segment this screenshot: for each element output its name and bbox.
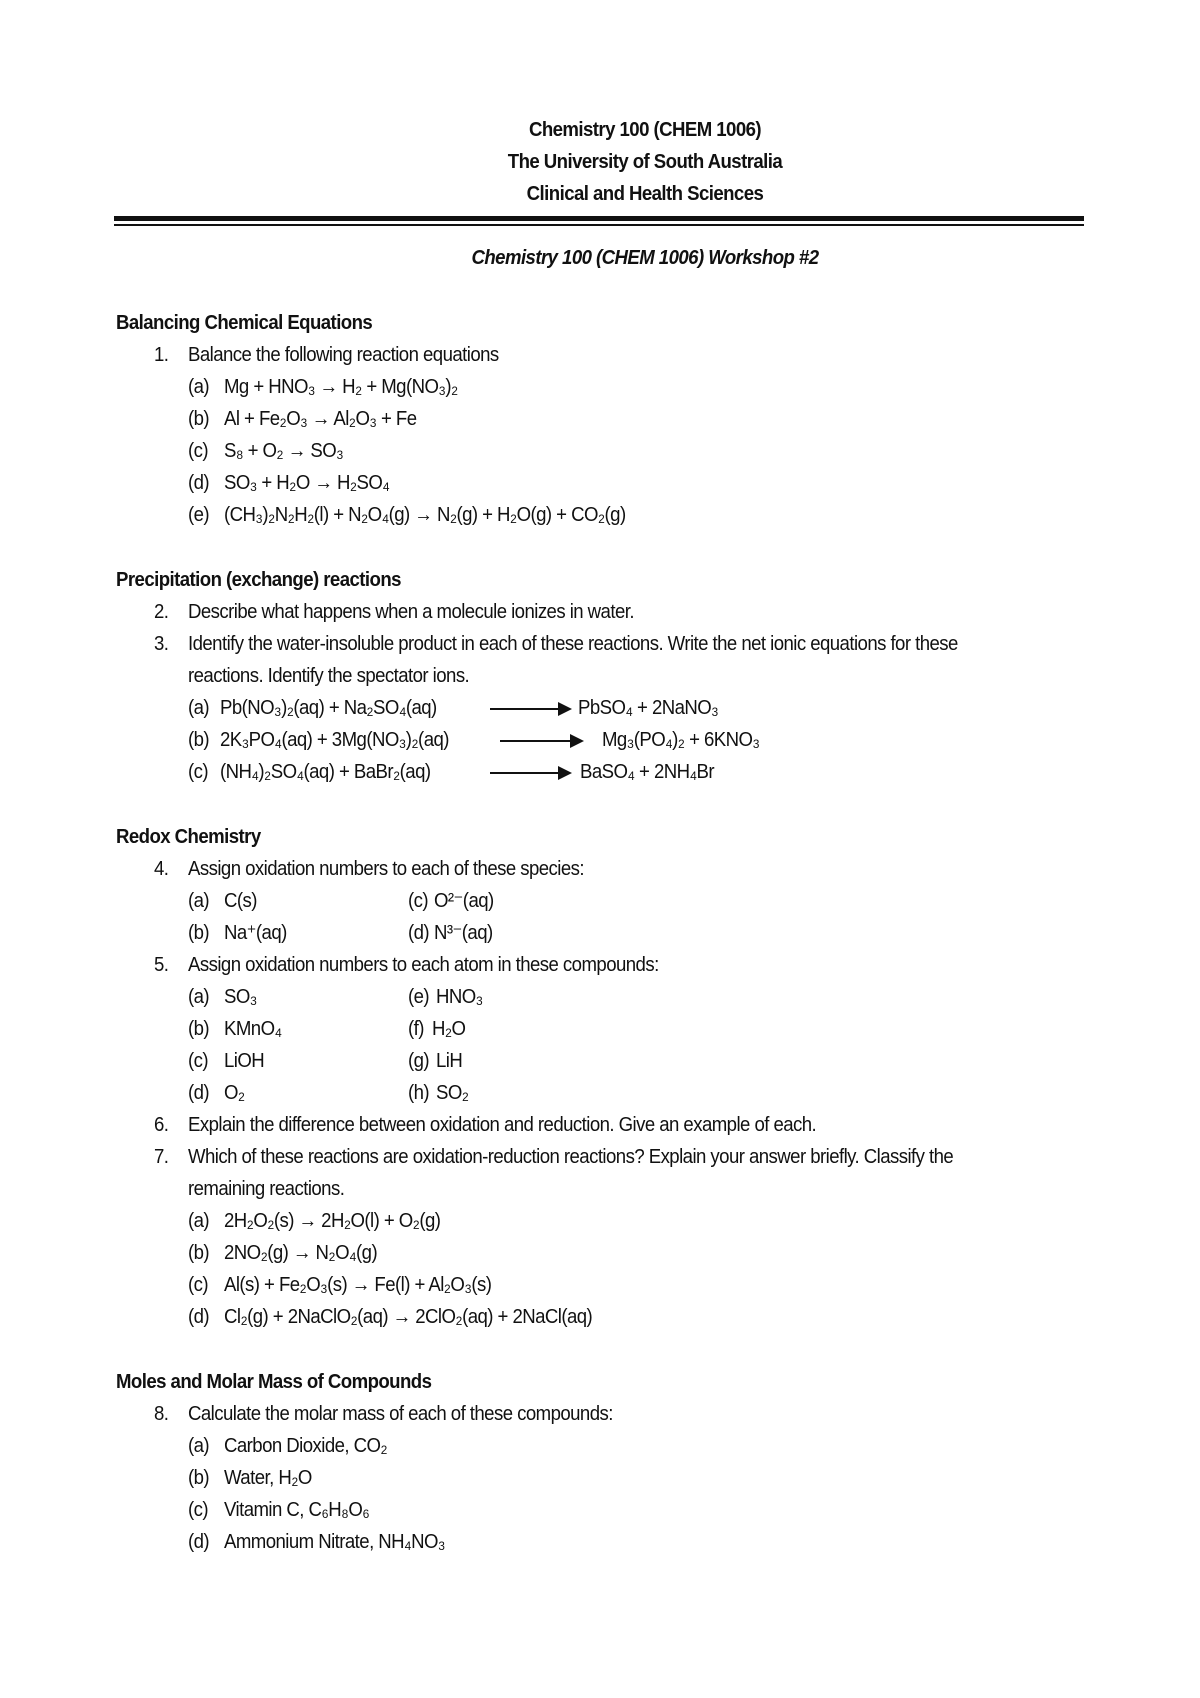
- q3-number: 3.: [154, 633, 169, 655]
- section-heading-redox: Redox Chemistry: [116, 826, 261, 848]
- q8d-compound: Ammonium Nitrate, NH₄NO₃: [224, 1531, 445, 1553]
- q7a-label: (a): [188, 1210, 210, 1232]
- q8a-compound: Carbon Dioxide, CO₂: [224, 1435, 388, 1457]
- q4-text: Assign oxidation numbers to each of these species:: [188, 858, 585, 880]
- q1-text: Balance the following reaction equations: [188, 344, 499, 366]
- q8-number: 8.: [154, 1403, 169, 1425]
- q5h-compound: SO₂: [436, 1082, 469, 1104]
- q3b-label: (b): [188, 729, 210, 751]
- q8a-label: (a): [188, 1435, 210, 1457]
- q6-number: 6.: [154, 1114, 169, 1136]
- q1-number: 1.: [154, 344, 169, 366]
- division-name: Clinical and Health Sciences: [526, 183, 764, 205]
- q5f-label: (f): [408, 1018, 424, 1040]
- q5e-label: (e): [408, 986, 430, 1008]
- q6-text: Explain the difference between oxidation and reduction. Give an example of each.: [188, 1114, 817, 1136]
- q1d-equation: SO₃ + H₂O → H₂SO₄: [224, 472, 390, 494]
- q8b-compound: Water, H₂O: [224, 1467, 312, 1489]
- section-heading-precipitation: Precipitation (exchange) reactions: [116, 569, 401, 591]
- q4a-species: C(s): [224, 890, 257, 912]
- q4-number: 4.: [154, 858, 169, 880]
- q7-text-line1: Which of these reactions are oxidation-reduction reactions? Explain your answer briefly. Classify the: [188, 1146, 954, 1168]
- q5g-compound: LiH: [436, 1050, 463, 1072]
- q5d-compound: O₂: [224, 1082, 245, 1104]
- q3c-products: BaSO₄ + 2NH₄Br: [580, 761, 715, 783]
- section-heading-moles: Moles and Molar Mass of Compounds: [116, 1371, 432, 1393]
- q1d-label: (d): [188, 472, 210, 494]
- q1b-label: (b): [188, 408, 210, 430]
- q5-text: Assign oxidation numbers to each atom in these compounds:: [188, 954, 659, 976]
- header-rule-thick: [114, 216, 1084, 221]
- q3b-reactants: 2K₃PO₄(aq) + 3Mg(NO₃)₂(aq): [220, 729, 449, 751]
- q4d-species: N³⁻(aq): [434, 922, 493, 944]
- q8d-label: (d): [188, 1531, 210, 1553]
- q7-text-line2: remaining reactions.: [188, 1178, 345, 1200]
- q8b-label: (b): [188, 1467, 210, 1489]
- q5-number: 5.: [154, 954, 169, 976]
- q2-number: 2.: [154, 601, 169, 623]
- q8-text: Calculate the molar mass of each of these compounds:: [188, 1403, 613, 1425]
- q5f-compound: H₂O: [432, 1018, 466, 1040]
- q4b-species: Na⁺(aq): [224, 922, 287, 944]
- q3a-label: (a): [188, 697, 210, 719]
- q4c-species: O²⁻(aq): [434, 890, 494, 912]
- course-title: Chemistry 100 (CHEM 1006): [528, 119, 762, 141]
- q4a-label: (a): [188, 890, 210, 912]
- q3b-products: Mg₃(PO₄)₂ + 6KNO₃: [602, 729, 760, 751]
- q5d-label: (d): [188, 1082, 210, 1104]
- q5c-compound: LiOH: [224, 1050, 265, 1072]
- q1a-equation: Mg + HNO₃ → H₂ + Mg(NO₃)₂: [224, 376, 458, 398]
- q3-text-line1: Identify the water-insoluble product in each of these reactions. Write the net ionic equations for these: [188, 633, 958, 655]
- q7d-label: (d): [188, 1306, 210, 1328]
- q4b-label: (b): [188, 922, 210, 944]
- section-heading-balancing: Balancing Chemical Equations: [116, 312, 373, 334]
- q5a-compound: SO₃: [224, 986, 257, 1008]
- q4c-label: (c): [408, 890, 429, 912]
- q5b-label: (b): [188, 1018, 210, 1040]
- q7c-label: (c): [188, 1274, 209, 1296]
- q7d-equation: Cl₂(g) + 2NaClO₂(aq) → 2ClO₂(aq) + 2NaCl(aq): [224, 1306, 593, 1328]
- university-name: The University of South Australia: [507, 151, 783, 173]
- q3c-reaction-arrow: [490, 772, 570, 774]
- q5b-compound: KMnO₄: [224, 1018, 282, 1040]
- q3a-reaction-arrow: [490, 708, 570, 710]
- q3c-label: (c): [188, 761, 209, 783]
- q3b-reaction-arrow: [500, 740, 582, 742]
- q7a-equation: 2H₂O₂(s) → 2H₂O(l) + O₂(g): [224, 1210, 441, 1232]
- q8c-compound: Vitamin C, C₆H₈O₆: [224, 1499, 370, 1521]
- q1c-equation: S₈ + O₂ → SO₃: [224, 440, 344, 462]
- q5h-label: (h): [408, 1082, 430, 1104]
- q5g-label: (g): [408, 1050, 430, 1072]
- header-rule-thin: [114, 224, 1084, 226]
- q7-number: 7.: [154, 1146, 169, 1168]
- q1e-label: (e): [188, 504, 210, 526]
- q7c-equation: Al(s) + Fe₂O₃(s) → Fe(l) + Al₂O₃(s): [224, 1274, 492, 1296]
- q1b-equation: Al + Fe₂O₃ → Al₂O₃ + Fe: [224, 408, 417, 430]
- q7b-equation: 2NO₂(g) → N₂O₄(g): [224, 1242, 378, 1264]
- q3a-products: PbSO₄ + 2NaNO₃: [578, 697, 719, 719]
- q2-text: Describe what happens when a molecule ionizes in water.: [188, 601, 634, 623]
- q3c-reactants: (NH₄)₂SO₄(aq) + BaBr₂(aq): [220, 761, 431, 783]
- q5e-compound: HNO₃: [436, 986, 483, 1008]
- q1e-equation: (CH₃)₂N₂H₂(l) + N₂O₄(g) → N₂(g) + H₂O(g) + CO₂(g): [224, 504, 626, 526]
- q5c-label: (c): [188, 1050, 209, 1072]
- q8c-label: (c): [188, 1499, 209, 1521]
- q3a-reactants: Pb(NO₃)₂(aq) + Na₂SO₄(aq): [220, 697, 437, 719]
- q4d-label: (d): [408, 922, 430, 944]
- q1c-label: (c): [188, 440, 209, 462]
- q7b-label: (b): [188, 1242, 210, 1264]
- workshop-title: Chemistry 100 (CHEM 1006) Workshop #2: [471, 247, 819, 269]
- q3-text-line2: reactions. Identify the spectator ions.: [188, 665, 470, 687]
- q5a-label: (a): [188, 986, 210, 1008]
- q1a-label: (a): [188, 376, 210, 398]
